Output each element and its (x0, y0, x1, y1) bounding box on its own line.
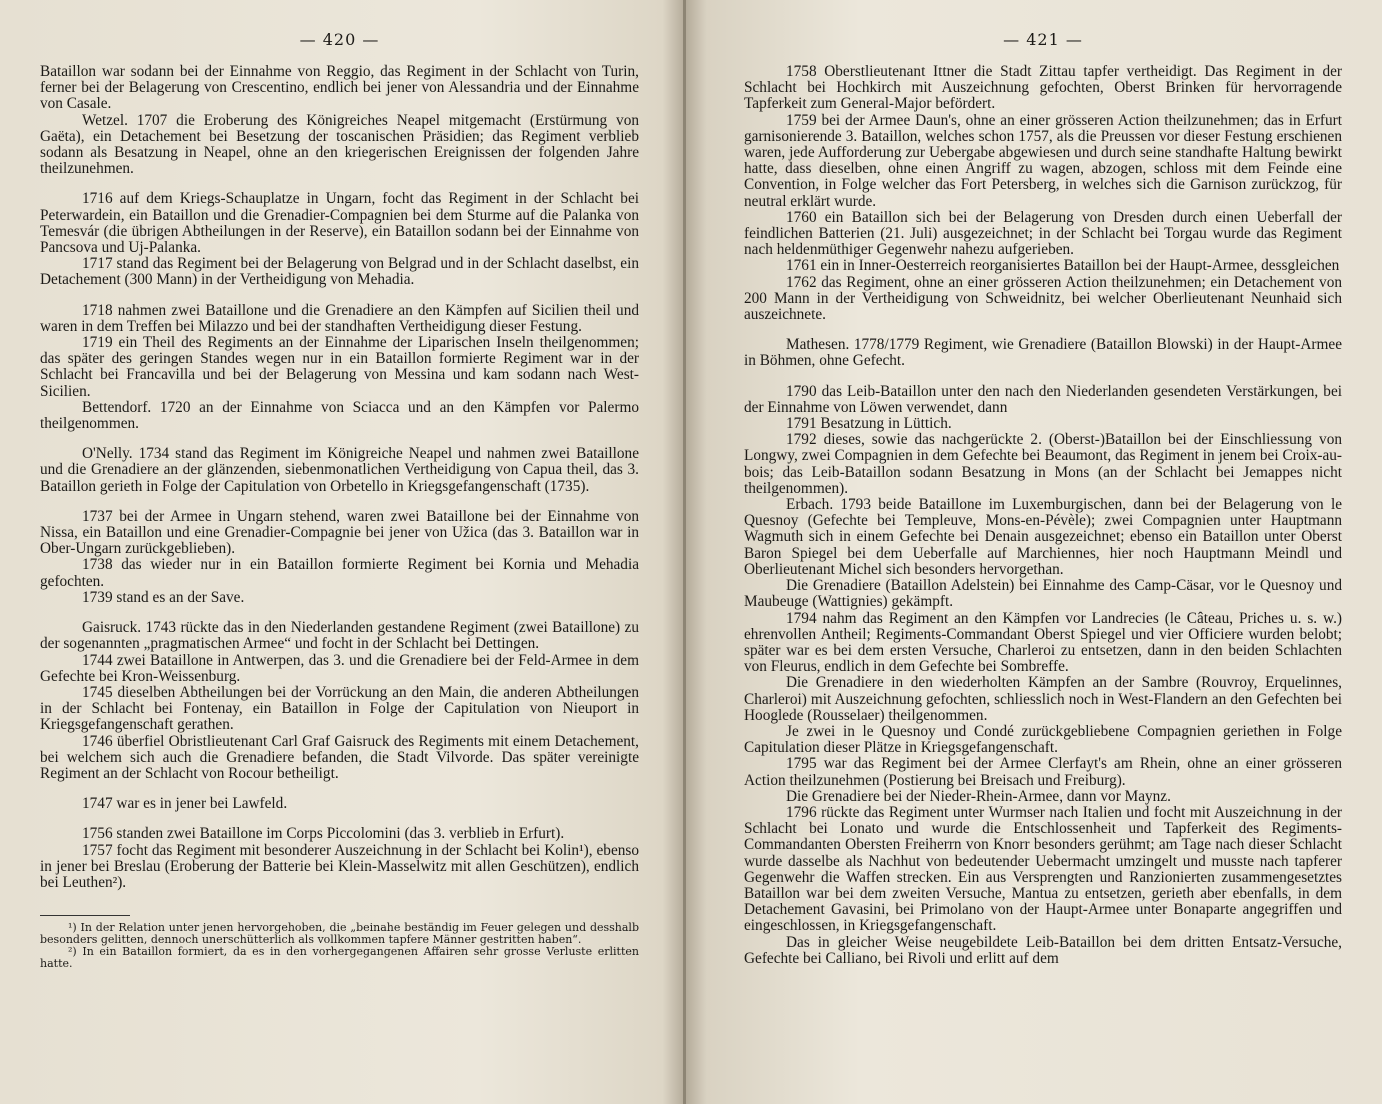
paragraph: 1760 ein Bataillon sich bei der Belagerung von Dresden durch einen Ueberfall der feindlichen Batterien (21. Juli) ausgezeichnet; in der Schlacht bei Torgau wurde das Regiment nach heldenmüthiger Gegenwehr nahezu aufgerieben. (744, 208, 1342, 259)
right-page-text (744, 64, 1342, 967)
paragraph: 1794 nahm das Regiment an den Kämpfen vor Landrecies (le Câteau, Priches u. s. w.) ehrenvollen Antheil; Regiments-Commandant Oberst Spiegel und vier Officiere wurden belobt; später war es bei dem ersten Versuche, Charleroi zu entsetzen, dann in den beiden Schlachten von Fleurus, endlich in dem Gefechte bei Sombreffe. (744, 609, 1342, 676)
paragraph: 1747 war es in jener bei Lawfeld. (82, 795, 288, 813)
paragraph: 1792 dieses, sowie das nachgerückte 2. (Oberst-)Bataillon bei der Einschliessung von Longwy, zwei Compagnien in dem Gefechte bei Beaumont, das Regiment in jenem bei Croix-au-bois; das Leib-Bataillon sodann Besatzung in Mons (an der Schlacht bei Jemappes nicht theilgenommen). (744, 431, 1342, 497)
paragraph: 1745 dieselben Abtheilungen bei der Vorrückung an den Main, die anderen Abtheilungen in der Schlacht bei Fontenay, ein Bataillon in Folge der Capitulation von Nieuport in Kriegsgefangenschaft gerathen. (40, 683, 639, 734)
paragraph: Wetzel. 1707 die Eroberung des Königreiches Neapel mitgemacht (Erstürmung von Gaëta), ein Detachement bei Besetzung der toscanischen Präsidien; das Regiment verblieb sodann als Besatzung in Neapel, ohne an den kriegerischen Ereignissen der folgenden Jahre theilzunehmen. (40, 111, 639, 178)
paragraph: 1746 überfiel Obristlieutenant Carl Graf Gaisruck des Regiments mit einem Detachement, bei welchem sich auch die Grenadiere befanden, die Stadt Vilvorde. Das später vereinigte Regiment an der Schlacht von Rocour betheiligt. (40, 732, 639, 782)
paragraph: Erbach. 1793 beide Bataillone im Luxemburgischen, dann bei der Belagerung von le Quesnoy (Gefechte bei Templeuve, Mons-en-Pévèle); zwei Compagnien unter Hauptmann Wagmuth sich in einem Gefechte bei Denain ausgezeichnet; ebenso ein Bataillon unter Oberst Baron Spiegel bei dem Ueberfalle auf Marchiennes, hier noch Hauptmann Meindl und Oberlieutenant Michel sich besonders hervorgethan. (744, 496, 1342, 578)
paragraph: 1762 das Regiment, ohne an einer grösseren Action theilzunehmen; ein Detachement von 200 Mann in der Vertheidigung von Schweidnitz, bei welcher Oberlieutenant Neunhaid sich auszeichnete. (744, 273, 1342, 324)
paragraph: 1739 stand es an der Save. (82, 588, 245, 606)
left-page-text (40, 64, 639, 891)
paragraph: Das in gleicher Weise neugebildete Leib-Bataillon bei dem dritten Entsatz-Versuche, Gefechte bei Calliano, bei Rivoli und erlitt auf dem (744, 933, 1342, 967)
paragraph: 1717 stand das Regiment bei der Belagerung von Belgrad und in der Schlacht daselbst, ein Detachement (300 Mann) in der Vertheidigung von Mehadia. (40, 255, 639, 289)
paragraph: Die Grenadiere in den wiederholten Kämpfen an der Sambre (Rouvroy, Erquelinnes, Charleroi) mit Auszeichnung gefochten, schliesslich noch in West-Flandern an den Gefechten bei Hooglede (Rousselaer) theilgenommen. (744, 674, 1342, 724)
paragraph: 1758 Oberstlieutenant Ittner die Stadt Zittau tapfer vertheidigt. Das Regiment in der Schlacht bei Hochkirch mit Auszeichnung gefochten, Oberst Brinken für hervorragende Tapferkeit zum General-Major befördert. (744, 63, 1342, 113)
paragraph: Bettendorf. 1720 an der Einnahme von Sciacca und an den Kämpfen vor Palermo theilgenommen. (40, 398, 639, 433)
paragraph: Gaisruck. 1743 rückte das in den Niederlanden gestandene Regiment (zwei Bataillone) zu der sogenannten „pragmatischen Armee“ und focht in der Schlacht bei Dettingen. (40, 619, 639, 653)
paragraph: Die Grenadiere (Bataillon Adelstein) bei Einnahme des Camp-Cäsar, vor le Quesnoy und Maubeuge (Wattignies) gekämpft. (744, 577, 1342, 611)
paragraph: 1744 zwei Bataillone in Antwerpen, das 3. und die Grenadiere bei der Feld-Armee in dem Gefechte bei Kron-Weissenburg. (40, 651, 639, 685)
paragraph: 1737 bei der Armee in Ungarn stehend, waren zwei Bataillone bei der Einnahme von Nissa, ein Bataillon und eine Grenadier-Compagnie bei jener von Užica (das 3. Bataillon war in Ober-Ungarn zurückgeblieben). (40, 507, 639, 558)
paragraph: 1791 Besatzung in Lüttich. (786, 415, 952, 433)
paragraph: 1718 nahmen zwei Bataillone und die Grenadiere an den Kämpfen auf Sicilien theil und waren in dem Treffen bei Milazzo und bei der standhaften Vertheidigung dieser Festung. (40, 301, 639, 335)
paragraph: 1796 rückte das Regiment unter Wurmser nach Italien und focht mit Auszeichnung in der Schlacht bei Lonato und wurde die Entschlossenheit und Tapferkeit des Regiments-Commandanten Obersten Freiherrn von Knorr besonders gerühmt; am Tage nach dieser Schlacht wurde dasselbe als Nachhut von bedeutender Uebermacht umzingelt und musste nach tapferer Gegenwehr die Waffen strecken. Ein aus Versprengten und Ranzionierten zusammengesetztes Bataillon war bei dem zweiten Versuche, Mantua zu entsetzen, gerieth aber ebenfalls, in dem Detachement Gavasini, bei Primolano von der Haupt-Armee unter Bonaparte angegriffen und eingeschlossen, in Kriegsgefangenschaft. (744, 803, 1342, 935)
paragraph: Je zwei in le Quesnoy und Condé zurückgebliebene Compagnien geriethen in Folge Capitulation dieser Plätze in Kriegsgefangenschaft. (744, 722, 1342, 757)
paragraph: O'Nelly. 1734 stand das Regiment im Königreiche Neapel und nahmen zwei Bataillone und die Grenadiere an der glänzenden, siebenmonatlichen Vertheidigung von Capua theil, das 3. Bataillon gerieth in Folge der Capitulation von Orbetello in Kriegsgefangenschaft (1735). (40, 445, 639, 495)
paragraph: 1761 ein in Inner-Oesterreich reorganisiertes Bataillon bei der Haupt-Armee, dessgleichen (786, 257, 1340, 275)
left-page (0, 0, 683, 1104)
paragraph: 1756 standen zwei Bataillone im Corps Piccolomini (das 3. verblieb in Erfurt). (82, 825, 565, 843)
paragraph: 1795 war das Regiment bei der Armee Clerfayt's am Rhein, ohne an einer grösseren Action theilzunehmen (Postierung bei Breisach und Freiburg). (744, 755, 1342, 789)
footnotes (40, 922, 639, 970)
paragraph: 1759 bei der Armee Daun's, ohne an einer grösseren Action theilzunehmen; das in Erfurt garnisonierende 3. Bataillon, welches schon 1757, als die Preussen vor dieser Festung erschienen waren, jede Aufforderung zur Uebergabe abgewiesen und durch seine standhafte Haltung bewirkt hatte, dass dieselben, ohne einen Angriff zu wagen, abzogen, schloss mit dem Feinde eine Convention, in Folge welcher das Fort Petersberg, in welches sich die Garnison zurückzog, für neutral erklärt wurde. (744, 111, 1342, 210)
paragraph: Bataillon war sodann bei der Einnahme von Reggio, das Regiment in der Schlacht von Turin, ferner bei der Belagerung von Crescentino, endlich bei jener von Alessandria und der Einnahme von Casale. (40, 63, 639, 113)
right-page (686, 0, 1382, 1104)
footnote-divider (40, 915, 130, 916)
paragraph: 1790 das Leib-Bataillon unter den nach den Niederlanden gesendeten Verstärkungen, bei der Einnahme von Löwen verwendet, dann (744, 382, 1342, 416)
paragraph: Mathesen. 1778/1779 Regiment, wie Grenadiere (Bataillon Blowski) in der Haupt-Armee in Böhmen, ohne Gefecht. (744, 336, 1342, 370)
paragraph: Die Grenadiere bei der Nieder-Rhein-Armee, dann vor Maynz. (786, 787, 1171, 805)
paragraph: 1757 focht das Regiment mit besonderer Auszeichnung in der Schlacht bei Kolin¹), ebenso in jener bei Breslau (Eroberung der Batterie bei Klein-Masselwitz mit allen Geschützen), endlich bei Leuthen²). (40, 841, 639, 891)
page-number: — 421 — (1003, 30, 1083, 49)
paragraph: 1738 das wieder nur in ein Bataillon formierte Regiment bei Kornia und Mehadia gefochten. (40, 556, 639, 590)
footnote: ¹) In der Relation unter jenen hervorgehoben, die „beinahe beständig im Feuer gelegen und desshalb besonders gelitten, dennoch unerschütterlich als vollkommen tapfere Männer gestritten haben“. (40, 921, 639, 947)
footnote: ²) In ein Bataillon formiert, da es in den vorhergegangenen Affairen sehr grosse Verluste erlitten hatte. (40, 945, 639, 971)
paragraph: 1716 auf dem Kriegs-Schauplatze in Ungarn, focht das Regiment in der Schlacht bei Peterwardein, ein Bataillon und die Grenadier-Compagnien bei dem Sturme auf die Palanka von Temesvár (die übrigen Abtheilungen in der Reserve), ein Bataillon sodann bei der Einnahme von Pancsova und Uj-Palanka. (40, 190, 639, 257)
page-number: — 420 — (299, 30, 380, 49)
paragraph: 1719 ein Theil des Regiments an der Einnahme der Liparischen Inseln theilgenommen; das später des geringen Standes wegen nur in ein Bataillon formierte Regiment war in der Schlacht bei Francavilla und bei der Belagerung von Messina und kam sodann nach West-Sicilien. (40, 334, 639, 400)
